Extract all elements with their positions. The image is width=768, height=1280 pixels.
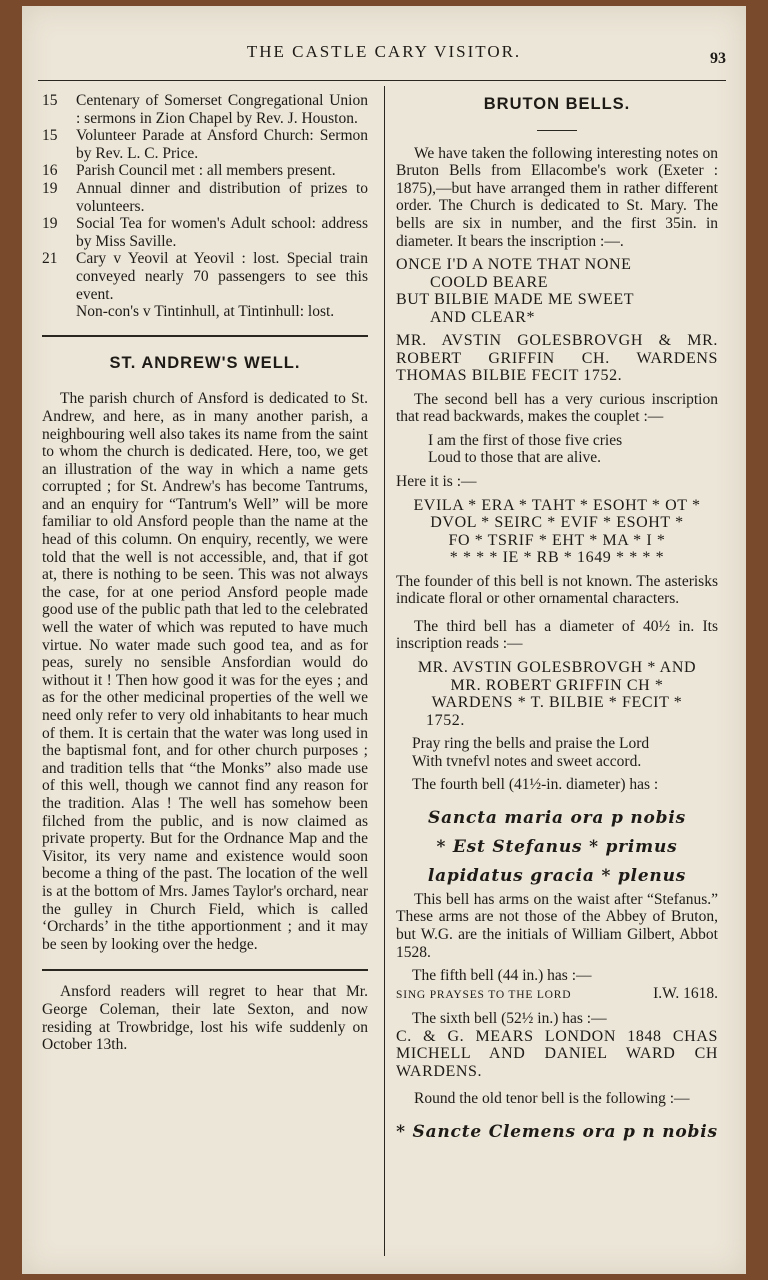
here-it-is: Here it is :— (396, 473, 477, 491)
bell2-intro: The second bell has a very curious inscription that read backwards, makes the couplet :— (396, 390, 718, 426)
tenor-inscription: * Sancte Clemens ora p n nobis (396, 1122, 718, 1143)
bell3-couplet: Pray ring the bells and praise the Lord With tvnefvl notes and sweet accord. (412, 735, 650, 770)
left-column (42, 92, 368, 1054)
bell2-couplet: I am the first of those five cries Loud to those that are alive. (428, 431, 623, 467)
event-item: 15 Volunteer Parade at Ansford Church: Sermon by Rev. L. C. Price. (42, 127, 368, 162)
column-rule (384, 86, 385, 1256)
event-item: 15 Centenary of Somerset Congregational Union : sermons in Zion Chapel by Rev. J. Houston. (42, 92, 368, 127)
header-rule (38, 80, 726, 81)
coleman-notice: Ansford readers will regret to hear that Mr. George Coleman, their late Sexton, and now residing at Trowbridge, lost his wife suddenly on October 13th. (42, 983, 368, 1054)
section-rule (42, 969, 368, 971)
running-head: THE CASTLE CARY VISITOR. (246, 42, 522, 61)
well-article: The parish church of Ansford is dedicated to St. Andrew, and here, as in many another parish, a neighbouring well also takes its name from the saint to whom the church is dedicated. Here, too, we get an illustration of the way in which a name gets corrupted ; for St. Andrew's has become Tantrums, and an enquiry for “Tantrum's Well” will be more familiar to old Ansford people than the name at the head of this column. On enquiry, recently, we were told that the well is not accessible, and, that if got at, there is nothing to be seen. This was not always the case, for at one period Ansford people made good use of the public path that led to the celebrated well the water of which was reputed to have much virtue. No water made such good tea, and as for peas, surely no sensible Ansfordian would do without it ! Then how good it was for the eyes ; and as for the other medicinal properties of the well we need only refer to very old inhabitants to hear much of them. It is certain that the water was long used in the baptismal font, and for other church purposes ; and tradition tells that “the Monks” also made use of this well, though we cannot find any reason for the tradition. Alas ! The well has somehow been filched from the public, and is now claimed as private property. But for the Ordnance Map and the Visitor, its very name and existence would soon become a thing of the past. The location of the well is at the bottom of Mrs. James Taylor's orchard, near the gulley in Church Field, which is called ‘Orchards’ in the tithe apportionment ; and it may be seen by looking over the hedge. (42, 390, 368, 953)
event-item: Non-con's v Tintinhull, at Tintinhull: lost. (76, 303, 335, 321)
bell6-inscription: C. & G. MEARS LONDON 1848 CHAS MICHELL AND DANIEL WARD CH WARDENS. (396, 1027, 718, 1080)
bell3-intro: The third bell has a diameter of 40½ in. Its inscription reads :— (396, 617, 718, 653)
magazine-page (22, 6, 746, 1274)
event-item: 19 Annual dinner and distribution of prizes to volunteers. (42, 179, 368, 215)
bruton-intro: We have taken the following interesting notes on Bruton Bells from Ellacombe's work (Exeter : 1875),—but have arranged them in rather different order. The Church is dedicated to St. Mary. The bells are six in number, and the first 35in. in diameter. It bears the inscription :—. (396, 144, 718, 250)
bell6-intro: The sixth bell (52½ in.) has :— (412, 1010, 607, 1028)
well-heading: ST. ANDREW'S WELL. (109, 353, 301, 372)
bell2-inscription: EVILA * ERA * TAHT * ESOHT * OT * DVOL * SEIRC * EVIF * ESOHT * FO * TSRIF * EHT * MA * I * * * * * IE * RB * 1649 * * * * (413, 496, 701, 567)
tenor-intro: Round the old tenor bell is the following :— (414, 1090, 690, 1108)
bell5-intro: The fifth bell (44 in.) has :— (412, 967, 592, 985)
events-list (42, 92, 368, 321)
bell4-intro: The fourth bell (41½-in. diameter) has : (412, 776, 659, 794)
right-column (396, 92, 718, 1147)
page-number: 93 (710, 50, 726, 67)
event-item: 16 Parish Council met : all members present. (42, 162, 336, 180)
bruton-heading: BRUTON BELLS. (483, 95, 631, 113)
bell4-inscription: Sancta maria ora p nobis * Est Stefanus * primus lapidatus gracia * plenus (427, 807, 687, 886)
event-item: 21 Cary v Yeovil at Yeovil : lost. Special train conveyed nearly 70 passengers to see this event. (42, 250, 368, 303)
bell5-inscription: SING PRAYSES TO THE LORD I.W. 1618. (396, 984, 718, 1002)
bell3-inscription: MR. AVSTIN GOLESBROVGH * AND MR. ROBERT GRIFFIN CH * WARDENS * T. BILBIE * FECIT * 1752. (417, 659, 697, 729)
bell1-names: MR. AVSTIN GOLESBROVGH & MR. ROBERT GRIFFIN CH. WARDENS THOMAS BILBIE FECIT 1752. (396, 332, 718, 385)
bell4-arms-note: This bell has arms on the waist after “Stefanus.” These arms are not those of the Abbey of Bruton, but W.G. are the initials of William Gilbert, Abbot 1528. (396, 890, 718, 961)
event-item: 19 Social Tea for women's Adult school: address by Miss Saville. (42, 215, 368, 250)
bell1-inscription: ONCE I'D A NOTE THAT NONE COOLD BEARE BUT BILBIE MADE ME SWEET AND CLEAR* (396, 256, 635, 326)
section-rule (42, 335, 368, 337)
founder-note: The founder of this bell is not known. The asterisks indicate floral or other ornamental characters. (396, 572, 718, 608)
heading-dash (537, 130, 577, 131)
